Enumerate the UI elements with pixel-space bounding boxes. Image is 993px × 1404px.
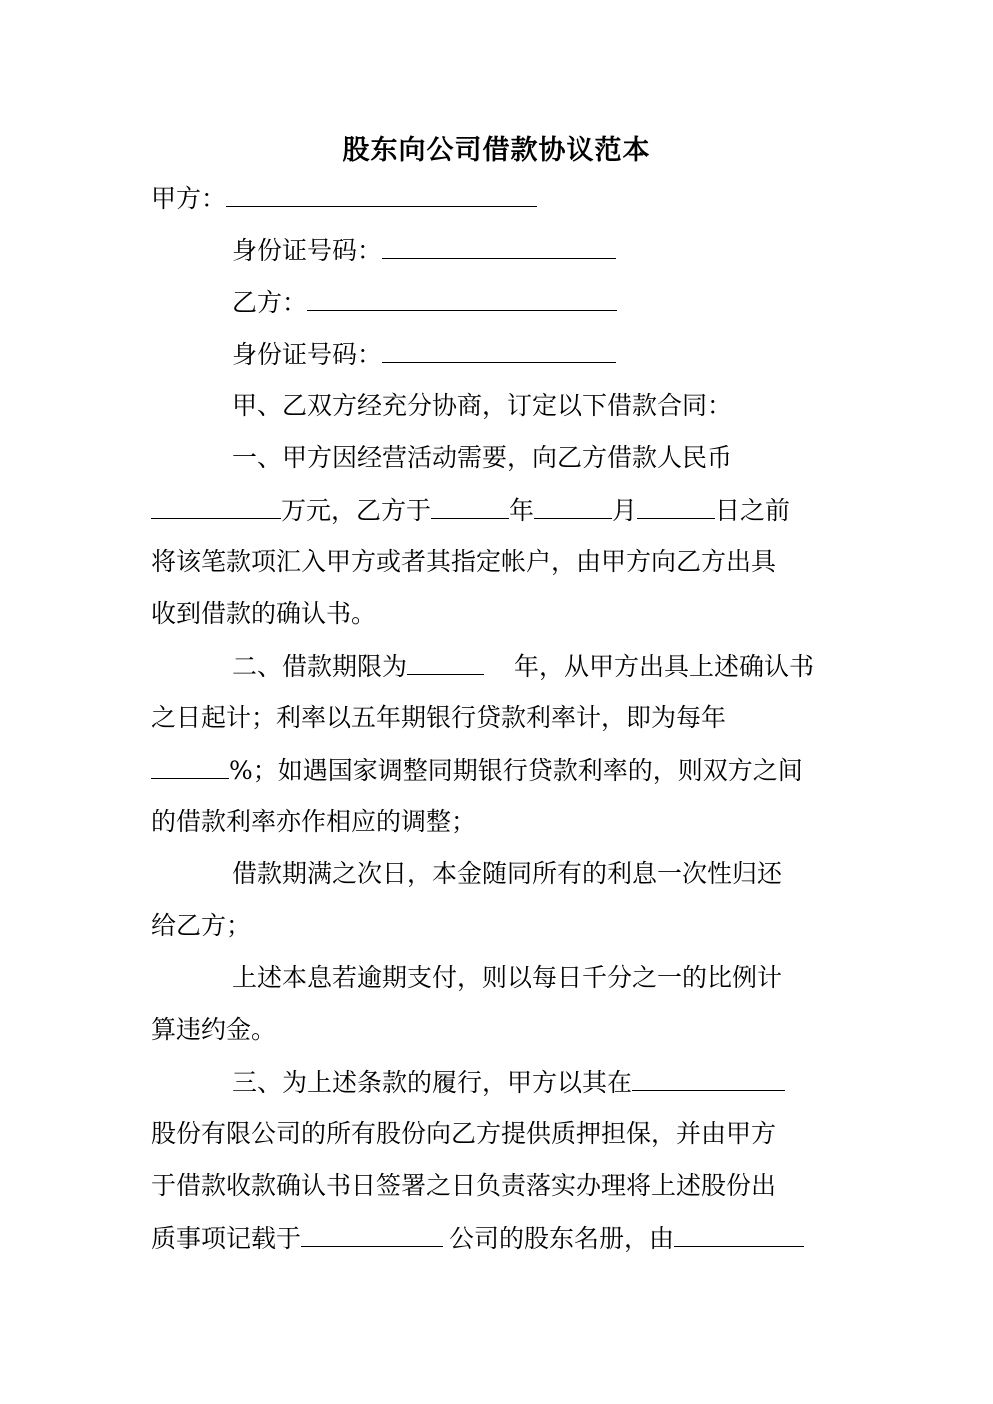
clause1-line2: [151, 492, 790, 529]
clause3-text-b: 公司的股东名册，由: [449, 1224, 675, 1253]
party-a-blank[interactable]: [226, 180, 537, 207]
id-blank-1[interactable]: [382, 232, 616, 259]
clause2-line1: [232, 648, 814, 685]
clause3-line2: 股份有限公司的所有股份向乙方提供质押担保，并由甲方: [151, 1119, 777, 1148]
day-blank[interactable]: [637, 492, 715, 519]
registrar-blank[interactable]: [674, 1220, 804, 1247]
clause1-line3: 将该笔款项汇入甲方或者其指定帐户，由甲方向乙方出具: [151, 547, 777, 576]
clause3-text-a: 质事项记载于: [151, 1224, 302, 1253]
clause1-day-label: 日之前: [715, 496, 791, 525]
amount-blank[interactable]: [151, 492, 281, 519]
clause3-line1: [232, 1064, 785, 1101]
clause2-line5: 借款期满之次日，本金随同所有的利息一次性归还: [232, 859, 783, 888]
id-label-1: 身份证号码：: [232, 236, 383, 265]
clause1-line1: 一、甲方因经营活动需要，向乙方借款人民币: [232, 443, 733, 472]
party-b-line: [232, 284, 617, 321]
party-b-blank[interactable]: [307, 284, 617, 311]
clause2-text-a: 二、借款期限为: [232, 652, 408, 681]
party-a-line: [151, 180, 537, 217]
company-blank-1[interactable]: [632, 1064, 785, 1091]
clause3-line3: 于借款收款确认书日签署之日负责落实办理将上述股份出: [151, 1171, 777, 1200]
id-line-1: [232, 232, 616, 269]
clause2-line2: 之日起计；利率以五年期银行贷款利率计，即为每年: [151, 703, 727, 732]
clause2-text-b: 年，从甲方出具上述确认书: [514, 652, 815, 681]
clause3-text: 三、为上述条款的履行，甲方以其在: [232, 1068, 633, 1097]
term-blank[interactable]: [407, 648, 484, 675]
rate-blank[interactable]: [151, 752, 229, 779]
clause3-line4: [151, 1220, 804, 1257]
clause2-line7: 上述本息若逾期支付，则以每日千分之一的比例计: [232, 963, 783, 992]
document-title: 股东向公司借款协议范本: [342, 135, 651, 166]
clause1-text: 万元，乙方于: [281, 496, 432, 525]
id-label-2: 身份证号码：: [232, 340, 383, 369]
id-line-2: [232, 336, 616, 373]
id-blank-2[interactable]: [382, 336, 616, 363]
clause2-rate-text: %；如遇国家调整同期银行贷款利率的，则双方之间: [229, 756, 803, 785]
clause2-line8: 算违约金。: [151, 1015, 277, 1044]
clause2-line4: 的借款利率亦作相应的调整；: [151, 807, 477, 836]
party-b-label: 乙方：: [232, 288, 308, 317]
clause1-line4: 收到借款的确认书。: [151, 599, 377, 628]
month-blank[interactable]: [534, 492, 612, 519]
company-blank-2[interactable]: [301, 1220, 443, 1247]
clause2-line3: [151, 752, 803, 789]
clause2-line6: 给乙方；: [151, 911, 252, 940]
party-a-label: 甲方：: [151, 184, 227, 213]
year-blank[interactable]: [431, 492, 509, 519]
preamble: 甲、乙双方经充分协商，订定以下借款合同：: [232, 391, 733, 420]
clause1-year-label: 年: [509, 496, 535, 525]
clause1-month-label: 月: [612, 496, 638, 525]
